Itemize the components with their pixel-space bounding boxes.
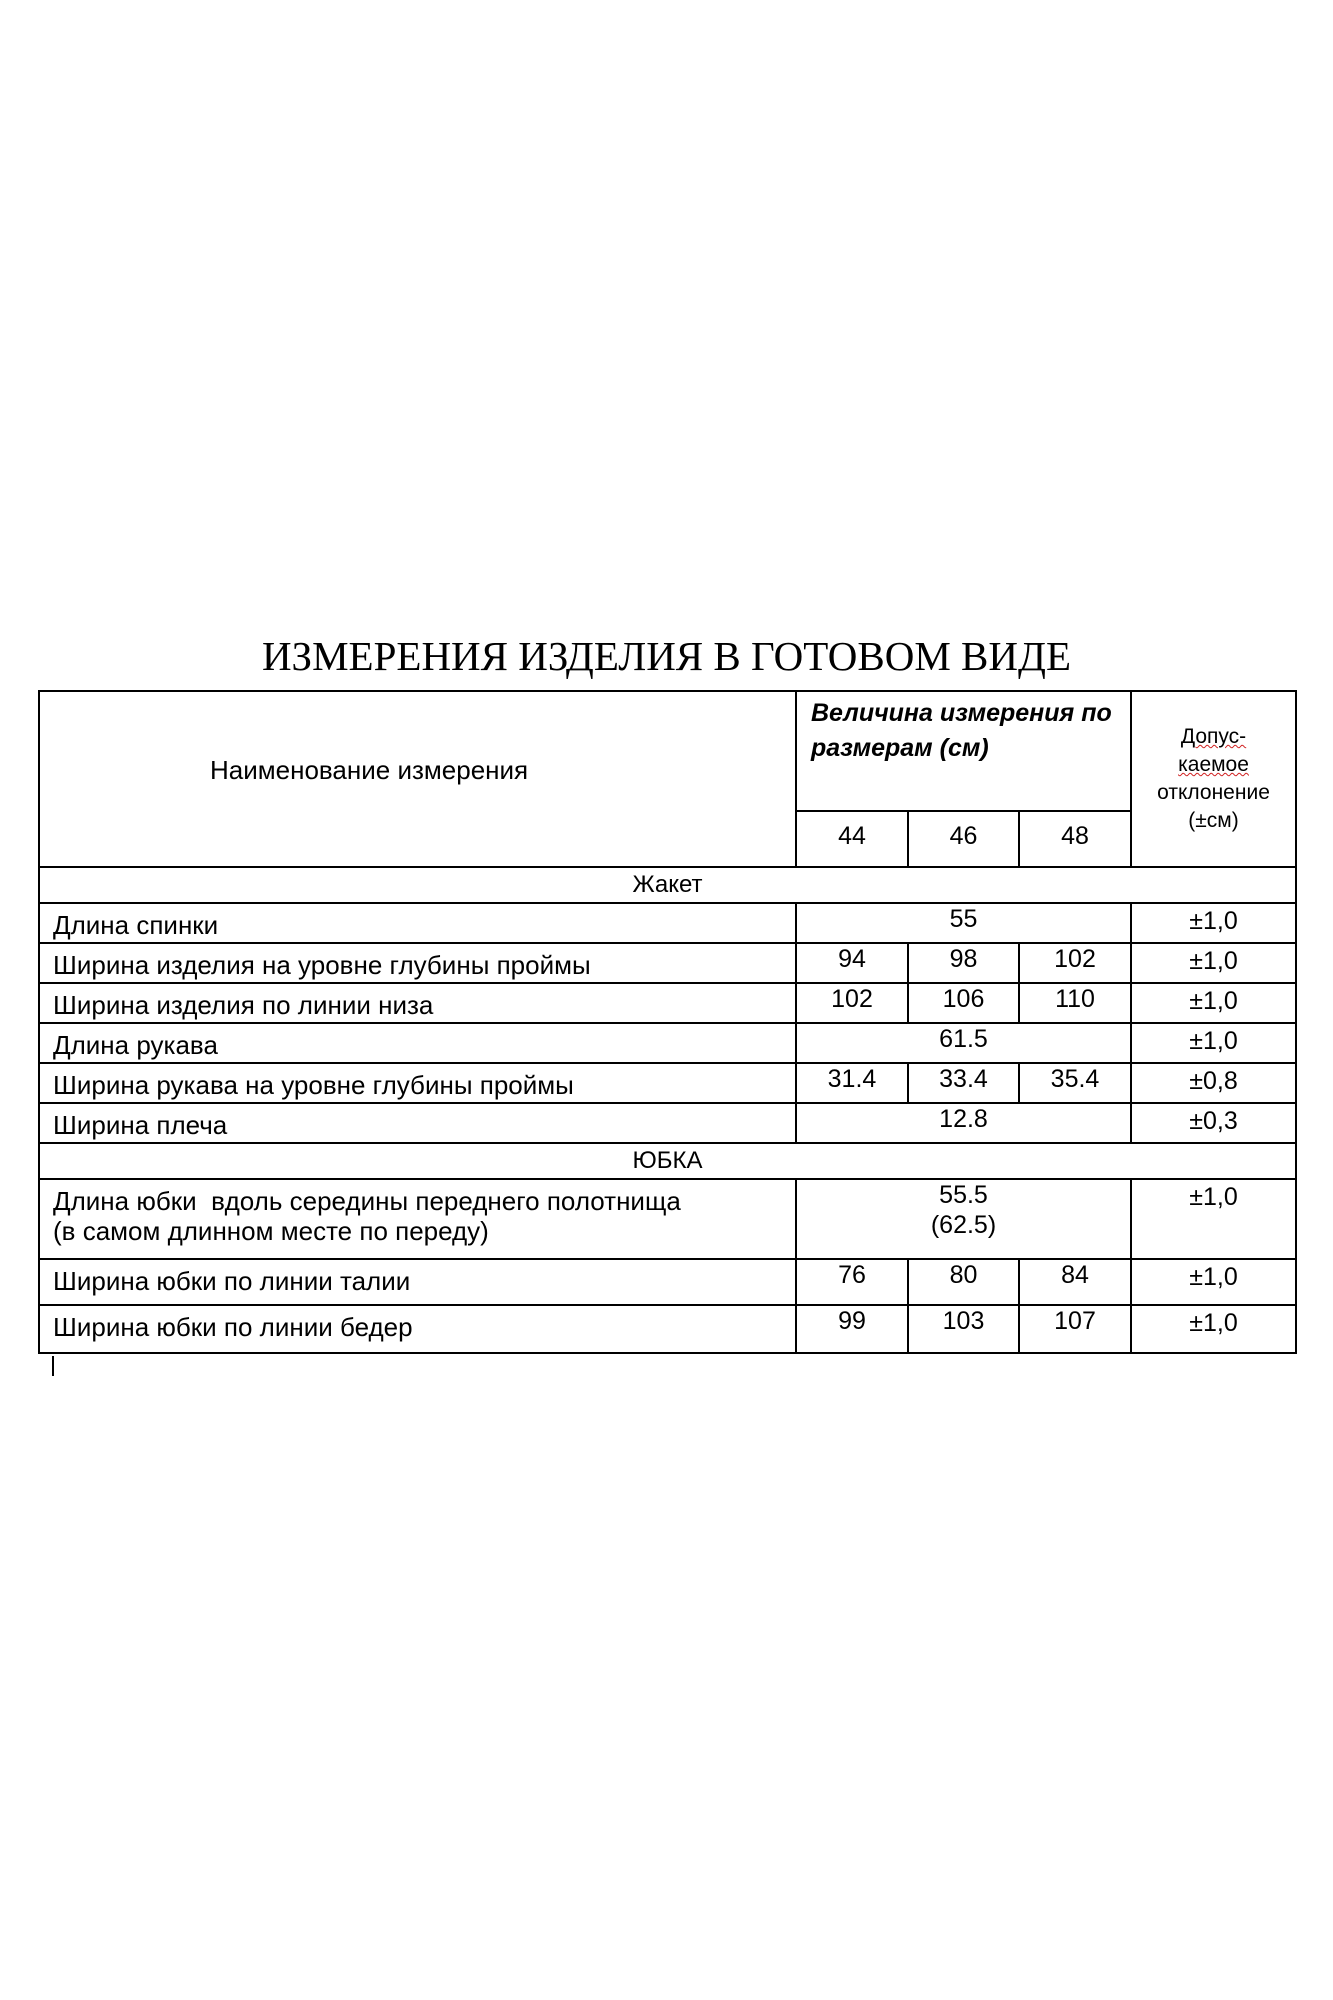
row-tolerance: ±0,3 <box>1131 1103 1296 1143</box>
row-name: Длина спинки <box>39 903 796 943</box>
row-value-line1: 55.5 <box>939 1181 988 1209</box>
row-name: Ширина изделия на уровне глубины проймы <box>39 943 796 983</box>
row-value-44: 99 <box>796 1305 908 1353</box>
section-jacket: Жакет <box>39 867 1296 903</box>
header-sizes-line1: Величина измерения по <box>811 699 1112 727</box>
row-value-46: 98 <box>908 943 1019 983</box>
row-value-48: 84 <box>1019 1259 1131 1305</box>
row-value-merged: 12.8 <box>796 1103 1131 1143</box>
document-title: ИЗМЕРЕНИЯ ИЗДЕЛИЯ В ГОТОВОМ ВИДЕ <box>261 633 1072 679</box>
size-header-44: 44 <box>796 811 908 867</box>
row-name: Ширина изделия по линии низа <box>39 983 796 1023</box>
row-name-multiline <box>39 1179 796 1259</box>
header-sizes-line2: размерам (см) <box>811 734 989 762</box>
text-cursor-mark <box>52 1356 54 1376</box>
header-tolerance-line2: каемое <box>1178 753 1249 776</box>
row-name-line1: Длина юбки вдоль середины переднего полотнища <box>53 1186 681 1216</box>
header-tolerance-line4: (±см) <box>1188 809 1239 832</box>
row-name: Ширина рукава на уровне глубины проймы <box>39 1063 796 1103</box>
row-value-merged: 61.5 <box>796 1023 1131 1063</box>
table-row <box>39 1179 1296 1259</box>
row-value-46: 103 <box>908 1305 1019 1353</box>
measurements-table <box>38 690 1297 1354</box>
row-value-46: 106 <box>908 983 1019 1023</box>
row-value-46: 80 <box>908 1259 1019 1305</box>
row-value-44: 76 <box>796 1259 908 1305</box>
row-value-merged: 55 <box>796 903 1131 943</box>
row-tolerance: ±1,0 <box>1131 943 1296 983</box>
row-value-46: 33.4 <box>908 1063 1019 1103</box>
table-row <box>39 1063 1296 1103</box>
row-tolerance: ±1,0 <box>1131 903 1296 943</box>
row-name-line2: (в самом длинном месте по переду) <box>53 1216 489 1246</box>
row-tolerance: ±1,0 <box>1131 1305 1296 1353</box>
table-row <box>39 1259 1296 1305</box>
row-tolerance: ±1,0 <box>1131 1023 1296 1063</box>
table-row <box>39 1023 1296 1063</box>
row-value-merged <box>796 1179 1131 1259</box>
table-row <box>39 1305 1296 1353</box>
row-name: Ширина плеча <box>39 1103 796 1143</box>
header-tolerance-column <box>1131 691 1296 867</box>
size-header-48: 48 <box>1019 811 1131 867</box>
header-tolerance-line1: Допус- <box>1180 725 1247 748</box>
section-skirt: ЮБКА <box>39 1143 1296 1179</box>
row-value-44: 102 <box>796 983 908 1023</box>
row-tolerance: ±1,0 <box>1131 983 1296 1023</box>
header-name-column: Наименование измерения <box>39 691 796 867</box>
row-value-48: 107 <box>1019 1305 1131 1353</box>
row-tolerance: ±1,0 <box>1131 1259 1296 1305</box>
row-value-48: 102 <box>1019 943 1131 983</box>
row-value-48: 110 <box>1019 983 1131 1023</box>
row-value-line2: (62.5) <box>930 1211 997 1239</box>
size-header-46: 46 <box>908 811 1019 867</box>
row-value-44: 94 <box>796 943 908 983</box>
table-row <box>39 903 1296 943</box>
table-row <box>39 1103 1296 1143</box>
row-value-48: 35.4 <box>1019 1063 1131 1103</box>
header-tolerance-line3: отклонение <box>1157 781 1270 804</box>
row-name: Ширина юбки по линии бедер <box>39 1305 796 1353</box>
table-row <box>39 983 1296 1023</box>
row-tolerance: ±1,0 <box>1131 1179 1296 1259</box>
row-tolerance: ±0,8 <box>1131 1063 1296 1103</box>
row-value-44: 31.4 <box>796 1063 908 1103</box>
row-name: Длина рукава <box>39 1023 796 1063</box>
row-name: Ширина юбки по линии талии <box>39 1259 796 1305</box>
header-sizes-column <box>796 691 1131 811</box>
table-row <box>39 943 1296 983</box>
